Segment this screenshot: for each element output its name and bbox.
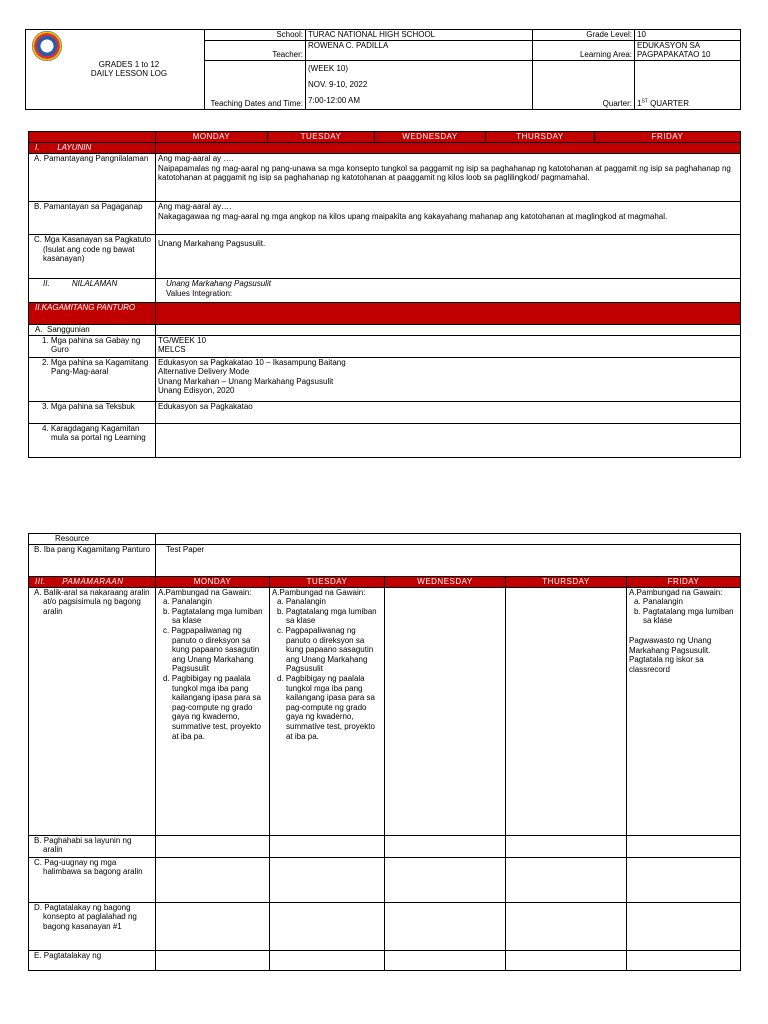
pag-uugnay-label: C. Pag-uugnay ng mga halimbawa sa bagong aralin [29,857,156,902]
pagtatalakay-1-label: D. Pagtatalakay ng bagong konsepto at paglalahad ng bagong kasanayan #1 [29,902,156,950]
tuesday-item-3: c. Pagpapaliwanag ng panuto o direksyon sa kung papaano sasagutin ang Unang Markahang Pagsusulit [277,625,374,674]
paghahabi-label: B. Paghahabi sa layunin ng aralin [29,835,156,857]
day-tuesday: TUESDAY [268,132,375,143]
lesson-table-page2 [28,533,741,971]
section-layunin-blank [156,143,741,154]
tuesday-item-2: b. Pagtatalang mga lumiban sa klase [277,606,377,626]
paghahabi-wed [385,835,506,857]
monday-activity-head: A.Pambungad na Gawain: [158,587,252,597]
nilalaman-content: Unang Markahang Pagsusulit [166,279,271,288]
thursday-activity [506,587,627,835]
tuesday-activity-head: A.Pambungad na Gawain: [272,587,366,597]
pagtatalakay-1-fri [627,902,741,950]
kagamitang-mag-aaral-text [156,357,741,401]
learning-area-line2: PAGPAPAKATAO 10 [637,50,711,60]
header-title-line1: GRADES 1 to 12 [98,59,160,69]
learning-area-line1: EDUKASYON SA [637,40,701,50]
sanggunian-label: A. Sanggunian [29,325,156,336]
resource-text: Resource [55,534,90,543]
wednesday-activity [385,587,506,835]
learning-area-label [533,40,635,60]
sanggunian-blank [156,325,741,336]
pagtatalakay-2-wed [385,950,506,970]
dates-label-text: Teaching Dates and Time: [210,99,303,109]
teksbuk-text: Edukasyon sa Pagkakatao [156,401,741,423]
section-kagamitang-blank [156,303,741,325]
day2-tuesday: TUESDAY [270,576,385,587]
section-pamamaraan: III. PAMAMARAAN [29,576,156,587]
friday-activity-head: A.Pambungad na Gawain: [629,587,723,597]
paghahabi-tue [270,835,385,857]
learning-area-value [635,40,741,60]
kasanayan-text [156,235,741,279]
pamantayang-pangnilalaman-content: Ang mag-aaral ay …. Naipapamalas ng mag-aaral ng pang-unawa sa mga konsepto tungkol sa paggamit ng isip sa paghahanap ng katotohanan at paggamit ng isip sa paghahanap ng katotohanan at paggamit ng isip sa paghahanap ng katotohanan at paaggamit ng kilos loob sa paglilingkod/ pagmamahal. [158,154,731,183]
quarter-label [533,60,635,109]
pagtatalakay-2-tue [270,950,385,970]
day-monday: MONDAY [156,132,268,143]
resource-blank [156,534,741,545]
header-title-cell [26,30,205,110]
pag-uugnay-fri [627,857,741,902]
kasanayan-content: Unang Markahang Pagsusulit. [158,239,266,248]
quarter-label-text: Quarter: [602,99,632,109]
monday-item-3: c. Pagpapaliwanag ng panuto o direksyon sa kung papaano sasagutin ang Unang Markahang Pagsusulit [163,625,260,674]
pamantayan-pagaganap-content: Ang mag-aaral ay…. Nakagagawaa ng mag-aaral ng mga angkop na kilos upang maipakita ang kakayahang mahanap ang katotohanan at maglingkod at magmahal. [158,202,668,221]
kasanayan-label: C. Mga Kasanayan sa Pagkatuto (Isulat ang code ng bawat kasanayan) [29,235,156,279]
nilalaman-text [156,279,741,303]
quarter-value [635,60,741,109]
pagtatalakay-2-mon [156,950,270,970]
values-integration: Values Integration: [166,288,233,298]
paghahabi-fri [627,835,741,857]
week-value: (WEEK 10) [308,63,349,73]
pagtatalakay-2-thu [506,950,627,970]
iba-pang-kagamitan-label: B. Iba pang Kagamitang Panturo [29,544,156,576]
school-value: TURAC NATIONAL HIGH SCHOOL [306,30,533,41]
teacher-label [205,40,306,60]
day-wednesday: WEDNESDAY [375,132,486,143]
nilalaman-label: II. NILALAMAN [29,279,156,303]
monday-item-1: a. Panalangin [163,597,212,607]
iba-pang-kagamitan-text [156,544,741,576]
pagtatalakay-2-label: E. Pagtatalakay ng [29,950,156,970]
header-table [25,29,741,110]
pagtatalakay-1-thu [506,902,627,950]
day2-friday: FRIDAY [627,576,741,587]
pamantayan-pagaganap-label: B. Pamantayan sa Pagaganap [29,202,156,235]
tuesday-item-1: a. Panalangin [277,597,326,607]
section-layunin: I. LAYUNIN [29,143,156,154]
date-value: NOV. 9-10, 2022 [308,79,368,89]
day2-thursday: THURSDAY [506,576,627,587]
pagtatalakay-1-mon [156,902,270,950]
monday-activity [156,587,270,835]
pag-uugnay-thu [506,857,627,902]
paghahabi-mon [156,835,270,857]
monday-item-4: d. Pagbibigay ng paalala tungkol mga iba pang kailangang ipasa para sa pag-compute ng grado gaya ng kwaderno, summative test, proyekto at iba pa. [163,673,261,741]
tuesday-activity [270,587,385,835]
quarter-prefix: 1 [637,99,642,109]
friday-activity [627,587,741,835]
iba-pang-kagamitan-content: Test Paper [166,544,205,554]
pagtatalakay-1-wed [385,902,506,950]
gabay-guro-content: TG/WEEK 10 MELCS [158,335,207,355]
balik-aral-label: A. Balik-aral sa nakaraang aralin at/o pagsisimula ng bagong aralin [29,587,156,835]
header-title-line2: DAILY LESSON LOG [90,69,168,79]
day2-wednesday: WEDNESDAY [385,576,506,587]
day-friday: FRIDAY [595,132,741,143]
friday-item-2: b. Pagtatalang mga lumiban sa klase [634,606,734,626]
tuesday-item-4: d. Pagbibigay ng paalala tungkol mga iba pang kailangang ipasa para sa pag-compute ng grado gaya ng kwaderno, summative test, proyekto at iba pa. [277,673,375,741]
dates-label [205,60,306,109]
kagamitang-mag-aaral-content: Edukasyon sa Pagkakatao 10 – Ikasampung Baitang Alternative Delivery Mode Unang Markahan – Unang Markahang Pagsusulit Unang Edisyon, 2020 [158,357,346,396]
karagdagang-kagamitan-label: 4. Karagdagang Kagamitan mula sa portal ng Learning [29,423,156,457]
lesson-table-page1 [28,131,741,458]
days-blank [29,132,156,143]
pamantayan-pagaganap-text [156,202,741,235]
monday-item-2: b. Pagtatalang mga lumiban sa klase [163,606,263,626]
quarter-sup: ST [641,98,648,105]
school-label: School: [205,30,306,41]
friday-item-1: a. Panalangin [634,597,683,607]
pag-uugnay-mon [156,857,270,902]
section-kagamitang-panturo: II.KAGAMITANG PANTURO [29,303,156,325]
gabay-guro-text [156,335,741,357]
teacher-label-text: Teacher: [272,50,303,60]
resource-label [29,534,156,545]
friday-note: Pagwawasto ng Unang Markahang Pagsusulit. Pagtatala ng iskor sa classrecord [629,635,712,674]
paghahabi-thu [506,835,627,857]
pamantayang-pangnilalaman-label: A. Pamantayang Pangnilalaman [29,154,156,202]
grade-level-label: Grade Level: [533,30,635,41]
quarter-suffix: QUARTER [647,99,690,109]
gabay-guro-label: 1. Mga pahina sa Gabay ng Guro [29,335,156,357]
pag-uugnay-wed [385,857,506,902]
time-value: 7:00-12:00 AM [308,95,361,105]
day2-monday: MONDAY [156,576,270,587]
pagtatalakay-2-fri [627,950,741,970]
grade-level-value: 10 [635,30,741,41]
kagamitang-mag-aaral-label: 2. Mga pahina sa Kagamitang Pang-Mag-aaral [29,357,156,401]
learning-area-label-text: Learning Area: [579,50,632,60]
teksbuk-label: 3. Mga pahina sa Teksbuk [29,401,156,423]
pamantayang-pangnilalaman-text [156,154,741,202]
day-thursday: THURSDAY [486,132,595,143]
pagtatalakay-1-tue [270,902,385,950]
dates-value [306,60,533,109]
pag-uugnay-tue [270,857,385,902]
teacher-value: ROWENA C. PADILLA [306,40,533,60]
karagdagang-kagamitan-blank [156,423,741,457]
